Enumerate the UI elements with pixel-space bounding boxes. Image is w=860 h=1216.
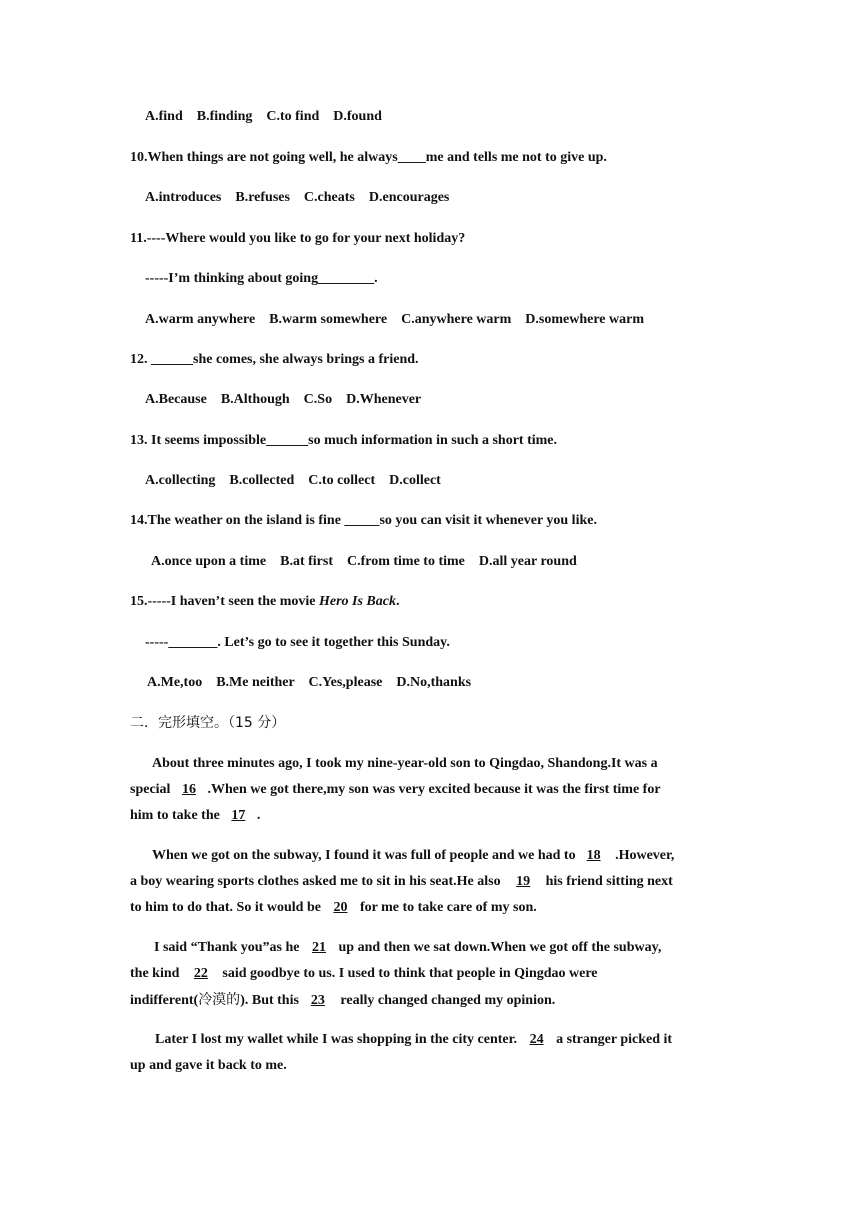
passage-p3-line1 bbox=[154, 939, 661, 957]
q10-options: A.introduces B.refuses C.cheats D.encourages bbox=[145, 190, 450, 205]
q11-options: A.warm anywhere B.warm somewhere C.anywhere warm D.somewhere warm bbox=[145, 312, 644, 327]
passage-text: said goodbye to us. I used to think that people in Qingdao were bbox=[218, 966, 598, 981]
blank-22: 22 bbox=[193, 966, 208, 981]
q12-number: 12. bbox=[130, 352, 151, 367]
q9-options: A.find B.finding C.to find D.found bbox=[145, 109, 382, 124]
passage-p1-line2 bbox=[130, 781, 661, 799]
passage-text: his friend sitting next bbox=[542, 874, 673, 889]
q10-stem-end: me and tells me not to give up. bbox=[425, 150, 607, 165]
q15-blank: _______ bbox=[168, 635, 218, 650]
q10-blank: ____ bbox=[397, 150, 426, 165]
q14-options: A.once upon a time B.at first C.from time to time D.all year round bbox=[151, 554, 577, 569]
q15-reply-dash: ----- bbox=[145, 635, 169, 650]
q13-options: A.collecting B.collected C.to collect D.collect bbox=[145, 473, 441, 488]
q15-movie-title: Hero Is Back bbox=[318, 594, 396, 609]
q11-reply-end: . bbox=[374, 271, 378, 286]
passage-p2-line2 bbox=[130, 873, 673, 891]
passage-p4-line2: up and gave it back to me. bbox=[130, 1058, 287, 1073]
passage-text: a stranger picked it bbox=[552, 1032, 673, 1047]
blank-23: 23 bbox=[310, 993, 325, 1008]
passage-p3-line2 bbox=[130, 965, 598, 983]
question-13 bbox=[130, 432, 557, 450]
q12-stem: she comes, she always brings a friend. bbox=[193, 352, 419, 367]
question-14 bbox=[130, 512, 597, 530]
q15-options: A.Me,too B.Me neither C.Yes,please D.No,thanks bbox=[147, 675, 472, 690]
passage-p2-line1 bbox=[152, 847, 674, 865]
passage-p1-line3 bbox=[130, 807, 260, 825]
passage-p2-line3 bbox=[130, 899, 537, 917]
section-heading bbox=[130, 714, 285, 732]
q12-blank: ______ bbox=[151, 352, 193, 367]
blank-16: 16 bbox=[181, 782, 196, 797]
passage-text: .However, bbox=[611, 848, 675, 863]
passage-p4-line1 bbox=[155, 1031, 672, 1049]
passage-text: a boy wearing sports clothes asked me to sit in his seat.He also bbox=[130, 874, 505, 889]
q11-stem: 11.----Where would you like to go for your next holiday? bbox=[130, 231, 466, 246]
q11-reply-text: -----I’m thinking about going bbox=[145, 271, 319, 286]
blank-21: 21 bbox=[312, 940, 327, 955]
q15-reply bbox=[145, 634, 450, 652]
q15-stem: 15.-----I haven’t seen the movie bbox=[130, 594, 319, 609]
blank-20: 20 bbox=[333, 900, 348, 915]
passage-text: for me to take care of my son. bbox=[356, 900, 537, 915]
q15-reply-text: . Let’s go to see it together this Sunday. bbox=[217, 635, 450, 650]
passage-text: Later I lost my wallet while I was shopping in the city center. bbox=[155, 1032, 521, 1047]
q11-reply bbox=[145, 270, 378, 288]
q13-stem: 13. It seems impossible bbox=[130, 433, 267, 448]
passage-text: When we got on the subway, I found it was full of people and we had to bbox=[152, 848, 576, 863]
blank-24: 24 bbox=[529, 1032, 544, 1047]
passage-text: special bbox=[130, 782, 174, 797]
q10-stem: 10.When things are not going well, he always bbox=[130, 150, 398, 165]
passage-text: ). But this bbox=[240, 993, 299, 1008]
passage-text: . bbox=[253, 808, 261, 823]
q13-blank: ______ bbox=[266, 433, 309, 448]
passage-text: I said “Thank you”as he bbox=[154, 940, 304, 955]
q14-stem-end: so you can visit it whenever you like. bbox=[379, 513, 597, 528]
question-15 bbox=[130, 593, 399, 611]
question-10 bbox=[130, 149, 607, 167]
blank-17: 17 bbox=[231, 808, 246, 823]
section-heading-text: 二．完形填空。（15 bbox=[130, 715, 258, 731]
question-12 bbox=[130, 351, 419, 369]
q13-stem-end: so much information in such a short time. bbox=[308, 433, 558, 448]
passage-text: really changed changed my opinion. bbox=[336, 993, 556, 1008]
section-heading-end: 分） bbox=[257, 715, 286, 731]
passage-p3-line3 bbox=[130, 991, 555, 1010]
passage-text: .When we got there,my son was very excited because it was the first time for bbox=[203, 782, 661, 797]
q14-blank: _____ bbox=[344, 513, 380, 528]
passage-text: to him to do that. So it would be bbox=[130, 900, 325, 915]
q12-options: A.Because B.Although C.So D.Whenever bbox=[145, 392, 422, 407]
q15-stem-end: . bbox=[395, 594, 400, 609]
passage-text: up and then we sat down.When we got off the subway, bbox=[335, 940, 662, 955]
passage-text: indifferent( bbox=[130, 993, 199, 1008]
q14-stem: 14.The weather on the island is fine bbox=[130, 513, 345, 528]
q11-blank: ________ bbox=[318, 271, 375, 286]
blank-18: 18 bbox=[586, 848, 601, 863]
passage-text: the kind bbox=[130, 966, 183, 981]
chinese-gloss: 冷漠的 bbox=[198, 992, 241, 1008]
passage-text: him to take the bbox=[130, 808, 224, 823]
passage-p1-line1: About three minutes ago, I took my nine-year-old son to Qingdao, Shandong.It was a bbox=[152, 756, 658, 771]
blank-19: 19 bbox=[516, 874, 531, 889]
